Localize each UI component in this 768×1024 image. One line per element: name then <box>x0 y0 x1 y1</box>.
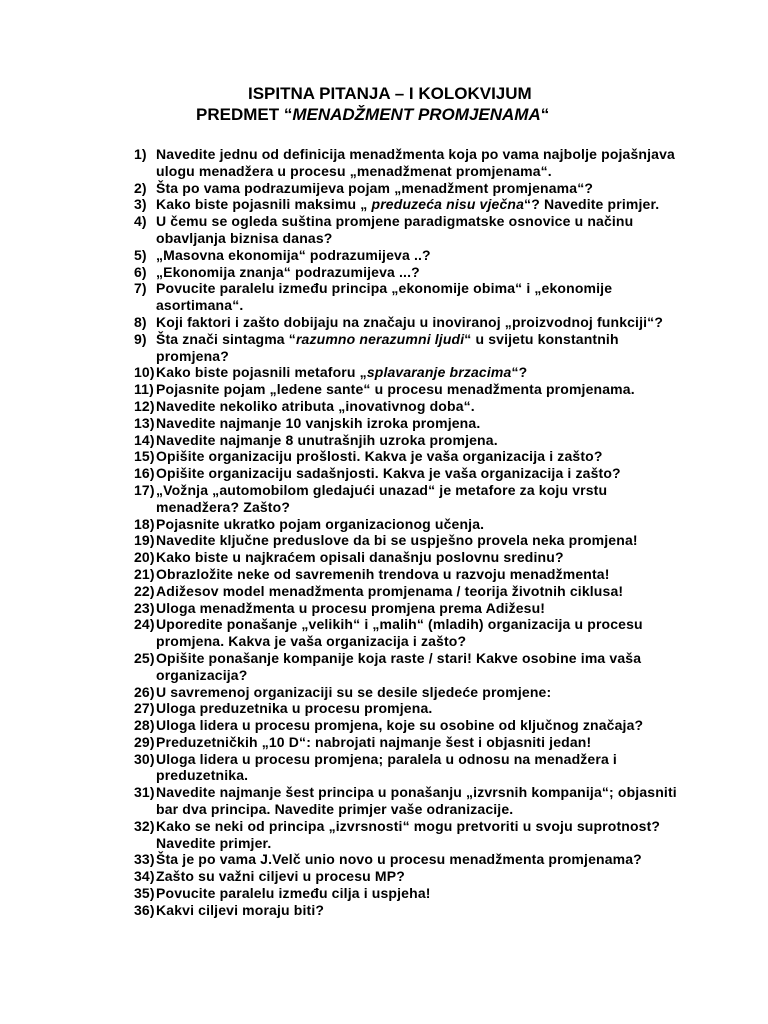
question-text <box>156 549 694 566</box>
question-text-part: Uloga preduzetnika u procesu promjena. <box>156 700 433 717</box>
question-number: 34) <box>134 868 155 885</box>
question-text-part: Preduzetničkih „10 D“: nabrojati najmanje šest i objasniti jedan! <box>156 733 592 750</box>
question-text-part: Uloga lidera u procesu promjena, koje su osobine od ključnog značaja? <box>156 717 644 734</box>
question-item <box>134 784 694 818</box>
question-number: 31) <box>134 784 155 801</box>
question-item <box>134 851 694 868</box>
question-text-part: Povucite paralelu između principa „ekonomije obima“ i „ekonomije asortimana“. <box>156 280 613 314</box>
question-number: 36) <box>134 901 155 918</box>
question-text-part: Uporedite ponašanje „velikih“ i „malih“ (mladih) organizacija u procesu promjena. Kakva je vaša organizacija i zašto? <box>156 616 643 650</box>
question-item <box>134 818 694 852</box>
question-item <box>134 314 694 331</box>
question-number: 32) <box>134 817 155 834</box>
question-text-part: Šta znači sintagma “ <box>156 330 296 347</box>
question-text-part: Obrazložite neke od savremenih trendova u razvoju menadžmenta! <box>156 565 610 582</box>
question-list <box>134 146 694 919</box>
question-text <box>156 684 694 701</box>
question-number: 1) <box>134 146 147 162</box>
question-text-part: U savremenoj organizaciji su se desile sljedeće promjene: <box>156 683 552 700</box>
question-text-part: Kakvi ciljevi moraju biti? <box>156 901 325 918</box>
question-text-part: „Vožnja „automobilom gledajući unazad“ je metafore za koju vrstu menadžera? Zašto? <box>156 481 608 515</box>
question-number: 14) <box>134 431 155 448</box>
question-number: 17) <box>134 481 155 498</box>
question-item <box>134 600 694 617</box>
question-item <box>134 415 694 432</box>
question-number: 10) <box>134 364 155 381</box>
question-text-part: „Masovna ekonomija“ podrazumijeva ..? <box>156 246 431 263</box>
question-number: 19) <box>134 532 155 549</box>
question-text <box>156 566 694 583</box>
question-number: 25) <box>134 649 155 666</box>
question-text <box>156 902 694 919</box>
question-text-part: Koji faktori i zašto dobijaju na značaju u inoviranoj „proizvodnoj funkciji“? <box>156 313 664 330</box>
question-text <box>156 700 694 717</box>
question-text <box>156 482 694 516</box>
subject-title <box>196 105 549 125</box>
question-text-part: Opišite ponašanje kompanije koja raste / stari! Kakve osobine ima vaša organizacija? <box>156 649 642 683</box>
question-item <box>134 180 694 197</box>
question-text <box>156 600 694 617</box>
question-text-italic: splavaranje brzacima <box>366 364 512 381</box>
question-number: 4) <box>134 213 147 230</box>
subject-name: MENADŽMENT PROMJENAMA <box>292 105 541 124</box>
question-text-part: Kako biste u najkraćem opisali današnju poslovnu sredinu? <box>156 549 564 566</box>
question-text <box>156 247 694 264</box>
question-number: 11) <box>134 381 154 398</box>
question-item <box>134 381 694 398</box>
question-text <box>156 734 694 751</box>
question-number: 33) <box>134 851 155 868</box>
question-item <box>134 482 694 516</box>
question-text <box>156 465 694 482</box>
question-item <box>134 264 694 281</box>
question-text-part: Pojasnite pojam „ledene sante“ u procesu menadžmenta promjenama. <box>156 381 635 398</box>
question-item <box>134 280 694 314</box>
question-item <box>134 583 694 600</box>
question-number: 15) <box>134 448 155 465</box>
question-item <box>134 432 694 449</box>
question-number: 35) <box>134 885 155 902</box>
question-number: 13) <box>134 414 155 431</box>
question-item <box>134 717 694 734</box>
question-text-part: U čemu se ogleda suština promjene paradigmatske osnovice u načinu obavljanja biznisa danas? <box>156 213 634 246</box>
question-text-part: “? <box>511 364 528 381</box>
question-text-part: Povucite paralelu između cilja i uspjeha! <box>156 885 431 902</box>
question-text <box>156 851 694 868</box>
question-item <box>134 448 694 465</box>
question-text-part: Navedite jednu od definicija menadžmenta koja po vama najbolje pojašnjava ulogu menadžera u procesu „menadžmenat promjenama“. <box>156 146 675 179</box>
question-number: 9) <box>134 330 147 347</box>
question-item <box>134 247 694 264</box>
question-text-part: Pojasnite ukratko pojam organizacionog učenja. <box>156 515 485 532</box>
question-number: 28) <box>134 717 155 734</box>
question-number: 8) <box>134 313 147 330</box>
question-text-part: Kako biste pojasnili maksimu „ <box>156 196 372 213</box>
question-text <box>156 717 694 734</box>
question-text-part: Zašto su važni ciljevi u procesu MP? <box>156 868 405 885</box>
question-text <box>156 516 694 533</box>
question-text-part: Navedite nekoliko atributa „inovativnog doba“. <box>156 397 475 414</box>
subject-prefix: PREDMET “ <box>196 105 293 124</box>
question-text <box>156 448 694 465</box>
question-text-part: Kako biste pojasnili metaforu „ <box>156 364 367 381</box>
question-text-part: Navedite najmanje šest principa u ponašanju „izvrsnih kompanija“; objasniti bar dva principa. Navedite primjer vaše odranizacije. <box>156 784 677 818</box>
question-number: 26) <box>134 683 155 700</box>
question-text <box>156 868 694 885</box>
question-item <box>134 700 694 717</box>
question-text <box>156 264 694 281</box>
question-item <box>134 146 694 180</box>
question-item <box>134 902 694 919</box>
question-item <box>134 616 694 650</box>
question-item <box>134 364 694 381</box>
question-text-part: Opišite organizaciju prošlosti. Kakva je vaša organizacija i zašto? <box>156 448 603 465</box>
question-text <box>156 280 694 314</box>
question-text-part: Opišite organizaciju sadašnjosti. Kakva je vaša organizacija i zašto? <box>156 465 621 482</box>
question-text-italic: preduzeća nisu vječna <box>371 196 525 213</box>
question-text <box>156 885 694 902</box>
question-text-part: Navedite ključne preduslove da bi se uspješno provela neka promjena! <box>156 532 638 549</box>
question-text <box>156 751 694 785</box>
question-item <box>134 331 694 365</box>
question-text-part: Uloga menadžmenta u procesu promjena prema Adižesu! <box>156 599 546 616</box>
question-text-part: Navedite najmanje 10 vanjskih izroka promjena. <box>156 414 481 431</box>
question-number: 22) <box>134 582 155 599</box>
question-text <box>156 650 694 684</box>
question-text <box>156 532 694 549</box>
subject-suffix: “ <box>540 105 550 124</box>
question-text-part: “ u svijetu konstantnih promjena? <box>156 330 619 364</box>
question-item <box>134 465 694 482</box>
question-number: 7) <box>134 280 147 297</box>
question-text-italic: razumno nerazumni ljudi <box>295 330 465 347</box>
question-item <box>134 566 694 583</box>
question-number: 3) <box>134 196 147 213</box>
question-item <box>134 398 694 415</box>
question-number: 5) <box>134 246 147 263</box>
question-item <box>134 213 694 247</box>
question-item <box>134 532 694 549</box>
question-item <box>134 549 694 566</box>
question-text <box>156 331 694 365</box>
question-number: 23) <box>134 599 155 616</box>
question-number: 30) <box>134 750 155 767</box>
question-number: 6) <box>134 263 147 280</box>
question-text <box>156 364 694 381</box>
question-text <box>156 415 694 432</box>
question-text <box>156 583 694 600</box>
question-text <box>156 381 694 398</box>
question-number: 2) <box>134 179 147 196</box>
question-text-part: Navedite najmanje 8 unutrašnjih uzroka promjena. <box>156 431 498 448</box>
question-text-part: Šta je po vama J.Velč unio novo u procesu menadžmenta promjenama? <box>156 851 642 868</box>
question-number: 16) <box>134 465 155 482</box>
question-text <box>156 314 694 331</box>
question-number: 18) <box>134 515 155 532</box>
question-number: 27) <box>134 700 155 717</box>
question-item <box>134 196 694 213</box>
question-number: 24) <box>134 616 155 633</box>
question-text <box>156 196 694 213</box>
question-text-part: Adižesov model menadžmenta promjenama / teorija životnih ciklusa! <box>156 582 624 599</box>
question-item <box>134 650 694 684</box>
question-number: 29) <box>134 733 155 750</box>
question-text <box>156 784 694 818</box>
question-text-part: Kako se neki od principa „izvrsnosti“ mogu pretvoriti u svoju suprotnost? Navedite primjer. <box>156 817 661 851</box>
question-text-part: “? Navedite primjer. <box>524 196 660 213</box>
question-text-part: Šta po vama podrazumijeva pojam „menadžment promjenama“? <box>156 179 594 196</box>
question-text <box>156 616 694 650</box>
question-number: 12) <box>134 397 155 414</box>
question-item <box>134 516 694 533</box>
question-text <box>156 146 694 180</box>
question-text <box>156 213 694 247</box>
question-item <box>134 684 694 701</box>
question-item <box>134 751 694 785</box>
question-item <box>134 868 694 885</box>
exam-title: ISPITNA PITANJA – I KOLOKVIJUM <box>248 84 532 103</box>
question-text <box>156 432 694 449</box>
question-number: 21) <box>134 565 155 582</box>
question-text <box>156 398 694 415</box>
question-text-part: Uloga lidera u procesu promjena; paralela u odnosu na menadžera i preduzetnika. <box>156 750 617 784</box>
question-text <box>156 818 694 852</box>
question-text-part: „Ekonomija znanja“ podrazumijeva ...? <box>156 263 420 280</box>
question-item <box>134 734 694 751</box>
question-text <box>156 180 694 197</box>
question-number: 20) <box>134 549 155 566</box>
question-item <box>134 885 694 902</box>
